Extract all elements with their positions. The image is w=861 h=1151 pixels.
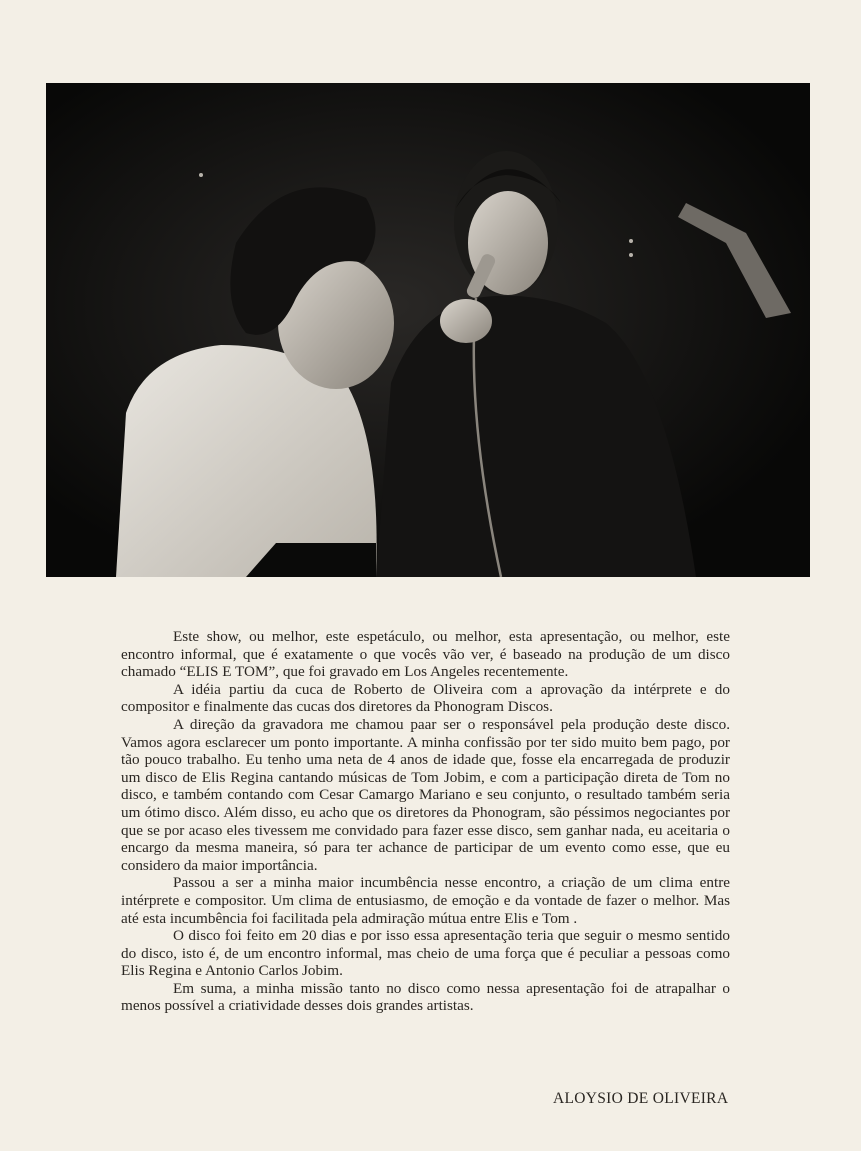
paragraph: A idéia partiu da cuca de Roberto de Oliveira com a aprovação da intérprete e do compositor e finalmente das cucas dos diretores da Phonogram Discos.: [121, 680, 730, 716]
paragraph: O disco foi feito em 20 dias e por isso essa apresentação teria que seguir o mesmo sentido do disco, isto é, de um encontro informal, mas cheio de uma força que é peculiar a pessoas como Elis Regina e Antonio Carlos Jobim.: [121, 927, 730, 980]
intro-text: [121, 628, 730, 1015]
paragraph: Este show, ou melhor, este espetáculo, ou melhor, esta apresentação, ou melhor, este encontro informal, que é exatamente o que vocês vão ver, é baseado na produção de um disco chamado “ELIS E TOM”, que foi gravado em Los Angeles recentemente.: [121, 628, 730, 681]
paragraph: Passou a ser a minha maior incumbência nesse encontro, a criação de um clima entre intérprete e compositor. Um clima de entusiasmo, de emoção e da vontade de fazer o melhor. Mas até esta incumbência foi facilitada pela admiração mútua entre Elis e Tom .: [121, 874, 730, 927]
paragraph: Em suma, a minha missão tanto no disco como nessa apresentação foi de atrapalhar o menos possível a criatividade desses dois grandes artistas.: [121, 979, 730, 1015]
performance-photo-illustration: [46, 83, 810, 577]
author-signature: ALOYSIO DE OLIVEIRA: [553, 1090, 729, 1107]
paragraph: A direção da gravadora me chamou paar ser o responsável pela produção deste disco. Vamos agora esclarecer um ponto importante. A minha confissão por ter sido muito bem pago, por tão pouco trabalho. Eu tenho uma neta de 4 anos de idade que, fosse ela encarregada de produzir um disco de Elis Regina cantando músicas de Tom Jobim, e com a participação direta de Tom no disco, e também contando com Cesar Camargo Mariano e seu conjunto, o resultado também seria um ótimo disco. Além disso, eu acho que os diretores da Phonogram, são péssimos negociantes por que se por acaso eles tivessem me convidado para fazer esse disco, sem ganhar nada, eu aceitaria o encargo da mesma maneira, só para ter achance de participar de um evento como esse, que eu considero da maior importância.: [121, 715, 730, 874]
performance-photo: [46, 83, 810, 577]
